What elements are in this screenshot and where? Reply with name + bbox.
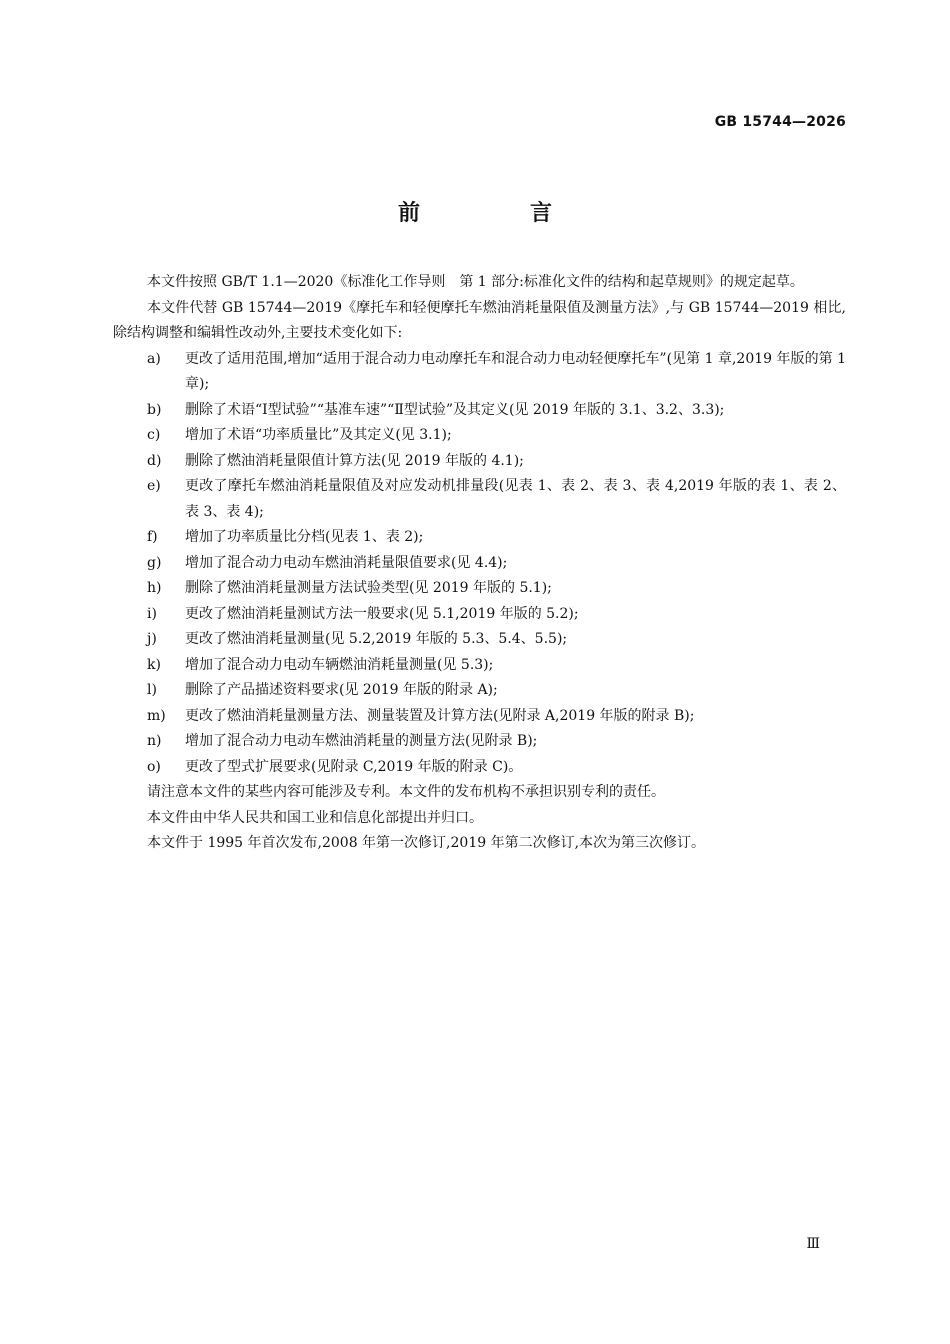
page-number: Ⅲ bbox=[806, 1236, 820, 1252]
list-item bbox=[113, 423, 846, 449]
list-item bbox=[113, 551, 846, 577]
document-code: GB 15744—2026 bbox=[714, 114, 846, 130]
list-item-marker: k) bbox=[147, 656, 161, 673]
list-item-text: 增加了术语“功率质量比”及其定义(见 3.1); bbox=[185, 427, 452, 443]
list-item-marker: g) bbox=[147, 554, 162, 571]
list-item-text: 增加了混合动力电动车燃油消耗量的测量方法(见附录 B); bbox=[185, 733, 538, 749]
list-item-text: 更改了燃油消耗量测量方法、测量装置及计算方法(见附录 A,2019 年版的附录 B); bbox=[185, 707, 695, 724]
list-item-text: 删除了产品描述资料要求(见 2019 年版的附录 A); bbox=[185, 682, 498, 698]
list-item-text: 删除了燃油消耗量测量方法试验类型(见 2019 年版的 5.1); bbox=[185, 580, 552, 596]
list-item bbox=[113, 627, 846, 653]
list-item-text: 更改了燃油消耗量测试方法一般要求(见 5.1,2019 年版的 5.2); bbox=[185, 605, 579, 622]
list-item-text: 删除了术语“Ⅰ型试验”“基准车速”“Ⅱ型试验”及其定义(见 2019 年版的 3.1、3.2、3.3); bbox=[185, 401, 725, 418]
list-item-marker: m) bbox=[147, 707, 166, 724]
list-item-marker: o) bbox=[147, 758, 161, 775]
page-title: 前 言 bbox=[397, 201, 596, 226]
list-item bbox=[113, 653, 846, 679]
list-item-marker: l) bbox=[147, 682, 157, 698]
changes-list bbox=[113, 347, 846, 781]
list-item-text: 更改了型式扩展要求(见附录 C,2019 年版的附录 C)。 bbox=[185, 758, 523, 775]
list-item-marker: c) bbox=[147, 427, 161, 443]
list-item-marker: d) bbox=[147, 452, 162, 469]
list-item bbox=[113, 729, 846, 755]
list-item-marker: j) bbox=[147, 631, 157, 647]
list-item bbox=[113, 525, 846, 551]
list-item bbox=[113, 755, 846, 781]
list-item bbox=[113, 602, 846, 628]
list-item-marker: i) bbox=[147, 605, 157, 622]
list-item bbox=[113, 678, 846, 704]
list-item-text: 更改了适用范围,增加“适用于混合动力电动摩托车和混合动力电动轻便摩托车”(见第 1 章,2019 年版的第 1 章); bbox=[185, 350, 846, 392]
list-item-text: 删除了燃油消耗量限值计算方法(见 2019 年版的 4.1); bbox=[185, 452, 524, 469]
list-item bbox=[113, 398, 846, 424]
list-item-text: 增加了混合动力电动车辆燃油消耗量测量(见 5.3); bbox=[185, 656, 494, 673]
list-item bbox=[113, 474, 846, 525]
list-item-text: 更改了燃油消耗量测量(见 5.2,2019 年版的 5.3、5.4、5.5); bbox=[185, 631, 568, 647]
list-item-marker: f) bbox=[147, 529, 158, 545]
list-item bbox=[113, 449, 846, 475]
preface-body bbox=[113, 270, 846, 857]
list-item-text: 更改了摩托车燃油消耗量限值及对应发动机排量段(见表 1、表 2、表 3、表 4,2019 年版的表 1、表 2、表 3、表 4); bbox=[185, 478, 846, 520]
list-item bbox=[113, 576, 846, 602]
intro-paragraph-2: 本文件代替 GB 15744—2019《摩托车和轻便摩托车燃油消耗量限值及测量方法》,与 GB 15744—2019 相比,除结构调整和编辑性改动外,主要技术变化如下: bbox=[113, 299, 846, 341]
list-item-marker: h) bbox=[147, 580, 162, 596]
list-item-marker: n) bbox=[147, 733, 162, 749]
patent-notice: 请注意本文件的某些内容可能涉及专利。本文件的发布机构不承担识别专利的责任。 bbox=[147, 784, 665, 800]
intro-paragraph-1: 本文件按照 GB/T 1.1—2020《标准化工作导则 第 1 部分:标准化文件的结构和起草规则》的规定起草。 bbox=[147, 274, 804, 290]
list-item-text: 增加了功率质量比分档(见表 1、表 2); bbox=[185, 529, 424, 545]
list-item bbox=[113, 704, 846, 730]
proposer-statement: 本文件由中华人民共和国工业和信息化部提出并归口。 bbox=[147, 809, 483, 826]
list-item-text: 增加了混合动力电动车燃油消耗量限值要求(见 4.4); bbox=[185, 554, 508, 571]
list-item-marker: a) bbox=[147, 350, 161, 367]
list-item bbox=[113, 347, 846, 398]
list-item-marker: b) bbox=[147, 401, 162, 418]
list-item-marker: e) bbox=[147, 478, 161, 494]
revision-history: 本文件于 1995 年首次发布,2008 年第一次修订,2019 年第二次修订,本次为第三次修订。 bbox=[147, 835, 706, 851]
